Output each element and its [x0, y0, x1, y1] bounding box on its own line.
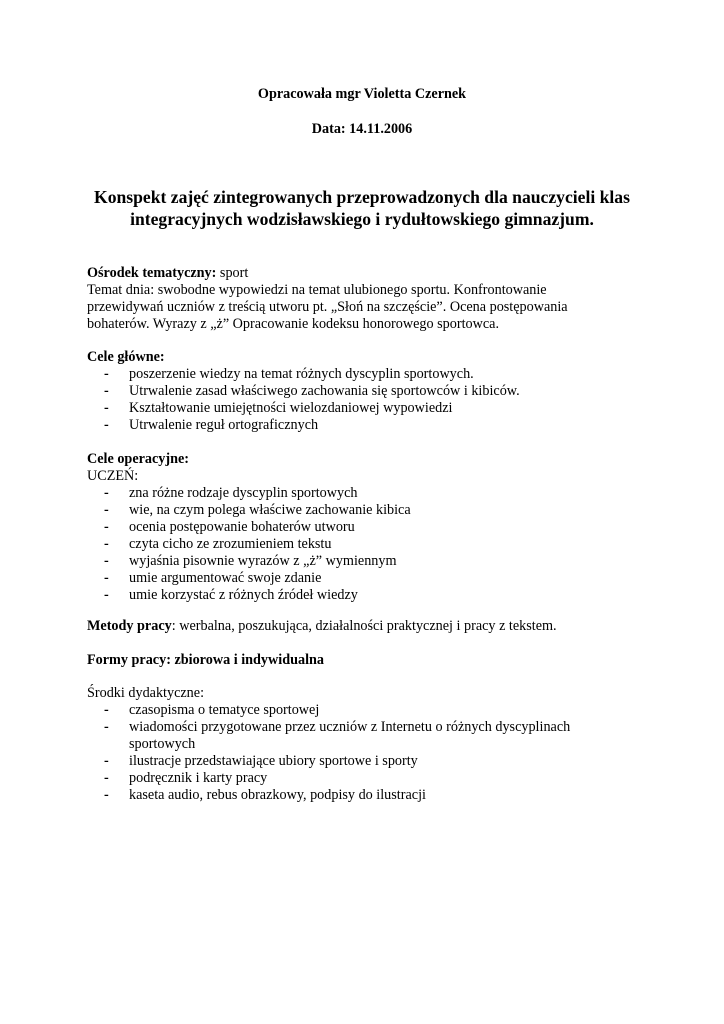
list-item: - ilustracje przedstawiające ubiory sportowe i sporty — [104, 753, 418, 769]
dash-bullet: - — [104, 702, 109, 718]
list-item: - umie korzystać z różnych źródeł wiedzy — [104, 587, 358, 603]
lesson-topic-line: bohaterów. Wyrazy z „ż” Opracowanie kodeksu honorowego sportowca. — [87, 316, 500, 332]
dash-bullet: - — [104, 519, 109, 535]
list-item: - wie, na czym polega właściwe zachowanie kibica — [104, 502, 411, 518]
teaching-aids-list — [87, 702, 647, 804]
operational-goals-section — [87, 451, 647, 604]
operational-goals-list — [87, 485, 647, 604]
title-line-1: Konspekt zajęć zintegrowanych przeprowadzonych dla nauczycieli klas — [94, 187, 630, 207]
dash-bullet: - — [104, 383, 109, 399]
dash-bullet: - — [104, 787, 109, 803]
list-item: - poszerzenie wiedzy na temat różnych dyscyplin sportowych. — [104, 366, 474, 382]
main-goals-heading: Cele główne: — [87, 349, 165, 365]
list-item: - podręcznik i karty pracy — [104, 770, 268, 786]
list-item: - wyjaśnia pisownie wyrazów z „ż” wymiennym — [104, 553, 397, 569]
main-goals-section — [87, 349, 647, 434]
forms-line: Formy pracy: zbiorowa i indywidualna — [87, 652, 324, 668]
methods-section — [87, 618, 647, 635]
list-item: - Utrwalenie zasad właściwego zachowania się sportowców i kibiców. — [104, 383, 520, 399]
student-label: UCZEŃ: — [87, 468, 139, 484]
methods-label: Metody pracy — [87, 618, 172, 634]
dash-bullet: - — [104, 570, 109, 586]
dash-bullet: - — [104, 366, 109, 382]
topic-section — [87, 265, 647, 333]
list-item: - zna różne rodzaje dyscyplin sportowych — [104, 485, 358, 501]
dash-bullet: - — [104, 753, 109, 769]
dash-bullet: - — [104, 536, 109, 552]
dash-bullet: - — [104, 400, 109, 416]
list-item: - umie argumentować swoje zdanie — [104, 570, 322, 586]
date-line: Data: 14.11.2006 — [311, 121, 413, 137]
list-item: - Kształtowanie umiejętności wielozdaniowej wypowiedzi — [104, 400, 453, 416]
dash-bullet: - — [104, 587, 109, 603]
methods-value: : werbalna, poszukująca, działalności praktycznej i pracy z tekstem. — [171, 618, 557, 634]
list-item: - wiadomości przygotowane przez uczniów z Internetu o różnych dyscyplinach sportowych — [104, 719, 571, 752]
topic-value: sport — [216, 265, 249, 281]
title-line-2: integracyjnych wodzisławskiego i rydułtowskiego gimnazjum. — [130, 209, 594, 229]
teaching-aids-heading: Środki dydaktyczne: — [87, 685, 205, 701]
topic-label: Ośrodek tematyczny: — [87, 265, 217, 281]
list-item: - kaseta audio, rebus obrazkowy, podpisy do ilustracji — [104, 787, 426, 803]
forms-section — [87, 652, 647, 669]
list-item: - ocenia postępowanie bohaterów utworu — [104, 519, 355, 535]
operational-goals-heading: Cele operacyjne: — [87, 451, 190, 467]
dash-bullet: - — [104, 770, 109, 786]
lesson-topic-line: przewidywań uczniów z treścią utworu pt. „Słoń na szczęście”. Ocena postępowania — [87, 299, 568, 315]
list-item: - Utrwalenie reguł ortograficznych — [104, 417, 319, 433]
dash-bullet: - — [104, 417, 109, 433]
list-item: - czasopisma o tematyce sportowej — [104, 702, 320, 718]
lesson-topic-line: Temat dnia: swobodne wypowiedzi na temat ulubionego sportu. Konfrontowanie — [87, 282, 547, 298]
dash-bullet: - — [104, 485, 109, 501]
author-line: Opracowała mgr Violetta Czernek — [257, 86, 467, 102]
dash-bullet: - — [104, 553, 109, 569]
main-goals-list — [87, 366, 647, 434]
dash-bullet: - — [104, 502, 109, 518]
dash-bullet: - — [104, 719, 109, 735]
teaching-aids-section — [87, 685, 647, 804]
list-item: - czyta cicho ze zrozumieniem tekstu — [104, 536, 332, 552]
methods-line — [87, 618, 647, 635]
topic-line — [87, 265, 647, 282]
document-title — [60, 186, 664, 230]
